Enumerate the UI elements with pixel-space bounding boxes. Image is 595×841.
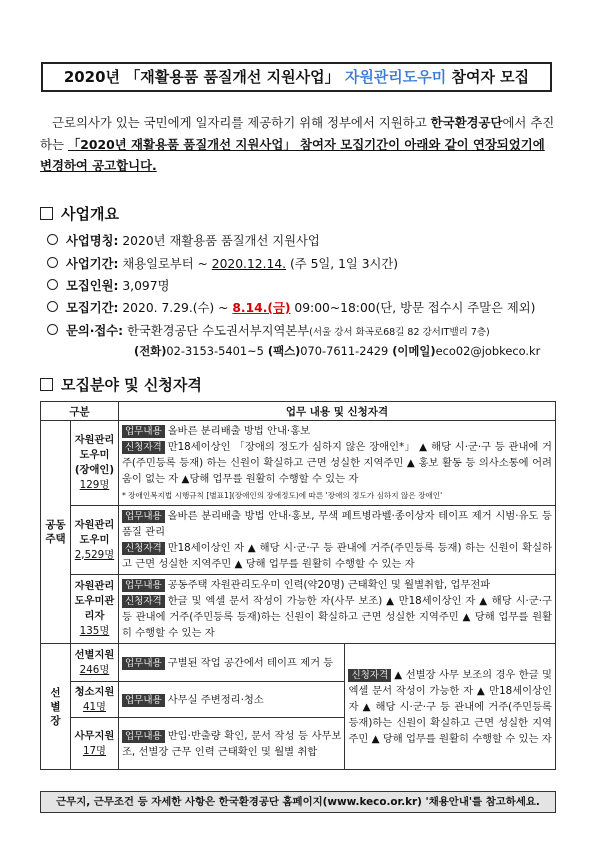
recruitment-table bbox=[40, 401, 556, 770]
title-text-end: 참여자 모집 bbox=[446, 68, 530, 86]
square-bullet-icon bbox=[40, 207, 53, 220]
intro-text-2: 에서 추진하는 bbox=[40, 115, 555, 152]
page-title bbox=[41, 62, 552, 92]
sorting-qualification: 신청자격 ▲ 선별장 사무 보조의 경우 한글 및 엑셀 문서 작성이 가능한 자 ▲ 만18세이상인 자 ▲ 해당 시·군·구 등 관내에 거주(주민등록 등재)하는 신원이 확실하고 근면 성실한 지역주민 ▲ 당해 업무를 원활히 수행할 수 있는 자 bbox=[345, 644, 556, 770]
overview-item-name: 사업명칭: 2020년 재활용품 품질개선 지원사업 bbox=[47, 231, 320, 249]
table-header-row bbox=[41, 402, 556, 421]
footer-notice: 근무지, 근무조건 등 자세한 사항은 한국환경공단 홈페이지(www.keco.or.kr) '채용안내'를 참고하세요. bbox=[40, 791, 556, 813]
row-name: 자원관리도우미 2,529명 bbox=[70, 506, 118, 575]
intro-notice: 「2020년 재활용품 품질개선 지원사업」 참여자 모집기간이 아래와 같이 연장되었기에 변경하여 공고합니다. bbox=[40, 136, 545, 173]
overview-item-recruit-period: 모집기간: 2020. 7.29.(수) ~ 8.14.(금) 09:00~18:00(단, 방문 접수시 주말은 제외) bbox=[47, 298, 535, 316]
intro-agency: 한국환경공단 bbox=[430, 115, 503, 130]
table-row bbox=[41, 575, 556, 644]
overview-item-period: 사업기간: 채용일로부터 ~ 2020.12.14. (주 5일, 1일 3시간) bbox=[47, 254, 398, 272]
circle-bullet-icon bbox=[47, 279, 58, 290]
title-text: 2020년 「재활용품 품질개선 지원사업」 bbox=[63, 68, 345, 86]
section-heading-fields: 모집분야 및 신청자격 bbox=[40, 374, 202, 395]
intro-text: 근로의사가 있는 국민에게 일자리를 제공하기 위해 정부에서 지원하고 bbox=[52, 115, 431, 130]
overview-item-contact: 문의·접수: 한국환경공단 수도권서부지역본부(서울 강서 화곡로68길 82 강서IT밸리 7층) bbox=[47, 321, 490, 339]
contact-line: (전화)02-3153-5401~5 (팩스)070-7611-2429 (이메일)eco02@jobkeco.kr bbox=[134, 344, 541, 358]
intro-paragraph bbox=[40, 112, 560, 177]
title-highlight: 자원관리도우미 bbox=[344, 68, 447, 86]
tag-qualification: 신청자격 bbox=[122, 441, 165, 454]
header-details: 업무 내용 및 신청자격 bbox=[118, 402, 555, 421]
header-category: 구분 bbox=[41, 402, 119, 421]
group-apartment: 공동주택 bbox=[41, 421, 71, 644]
row-description: 업무내용 구별된 작업 공간에서 테이프 제거 등 bbox=[118, 644, 344, 682]
row-name: 자원관리도우미(장애인) 129명 bbox=[70, 421, 118, 506]
circle-bullet-icon bbox=[47, 301, 58, 312]
table-row bbox=[41, 421, 556, 506]
row-description: 업무내용 반입·반출량 확인, 문서 작성 등 사무보조, 선별장 근무 인력 근태확인 및 월별 취합 bbox=[118, 718, 344, 770]
square-bullet-icon bbox=[40, 378, 53, 391]
row-description: 업무내용 올바른 분리배출 방법 안내·홍보, 무색 페트병라벨·종이상자 테이프 제거 시범·유도 등 품질 관리 신청자격 만18세이상인 자 ▲ 해당 시·군·구 등 관내에 거주(주민등록 등재) 하는 신원이 확실하고 근면 성실한 지역주민 ▲ 당해 업무를 원활히 수행할 수 있는 자 bbox=[118, 506, 555, 575]
row-description: 업무내용 사무실 주변정리·청소 bbox=[118, 682, 344, 718]
email-link[interactable]: eco02@jobkeco.kr bbox=[435, 344, 541, 358]
row-name: 청소지원 41명 bbox=[70, 682, 118, 718]
row-description: 업무내용 올바른 분리배출 방법 안내·홍보 신청자격 만18세이상인 「장애의 정도가 심하지 않은 장애인*」 ▲ 해당 시·군·구 등 관내에 거주(주민등록 등재) 하는 신원이 확실하고 근면 성실한 지역주민 ▲ 홍보 활동 등 의사소통에 어려움이 없는 자 ▲당해 업무를 원활히 수행할 수 있는 자 * 장애인복지법 시행규칙 [별표1](장애인의 장애정도)에 따른 '장애의 정도가 심하지 않은 장애인' bbox=[118, 421, 555, 506]
circle-bullet-icon bbox=[47, 324, 58, 335]
table-row bbox=[41, 644, 556, 682]
row-description: 업무내용 공동주택 자원관리도우미 인력(약20명) 근태확인 및 월별취합, 업무전파 신청자격 한글 및 엑셀 문서 작성이 가능한 자(사무 보조) ▲ 만18세이상인 자 ▲ 해당 시·군·구 등 관내에 거주(주민등록 등재)하는 신원이 확실하고 근면 성실한 지역주민 ▲ 당해 업무를 원활히 수행할 수 있는 자 bbox=[118, 575, 555, 644]
row-name: 사무지원 17명 bbox=[70, 718, 118, 770]
table-row bbox=[41, 506, 556, 575]
circle-bullet-icon bbox=[47, 234, 58, 245]
section-heading-overview: 사업개요 bbox=[40, 203, 119, 224]
row-name: 선별지원 246명 bbox=[70, 644, 118, 682]
circle-bullet-icon bbox=[47, 257, 58, 268]
group-sorting-center: 선별장 bbox=[41, 644, 71, 770]
row-name: 자원관리도우미관리자 135명 bbox=[70, 575, 118, 644]
tag-work: 업무내용 bbox=[122, 425, 165, 438]
overview-item-headcount: 모집인원: 3,097명 bbox=[47, 276, 169, 294]
footnote: * 장애인복지법 시행규칙 [별표1](장애인의 장애정도)에 따른 '장애의 정도가 심하지 않은 장애인' bbox=[121, 491, 443, 500]
